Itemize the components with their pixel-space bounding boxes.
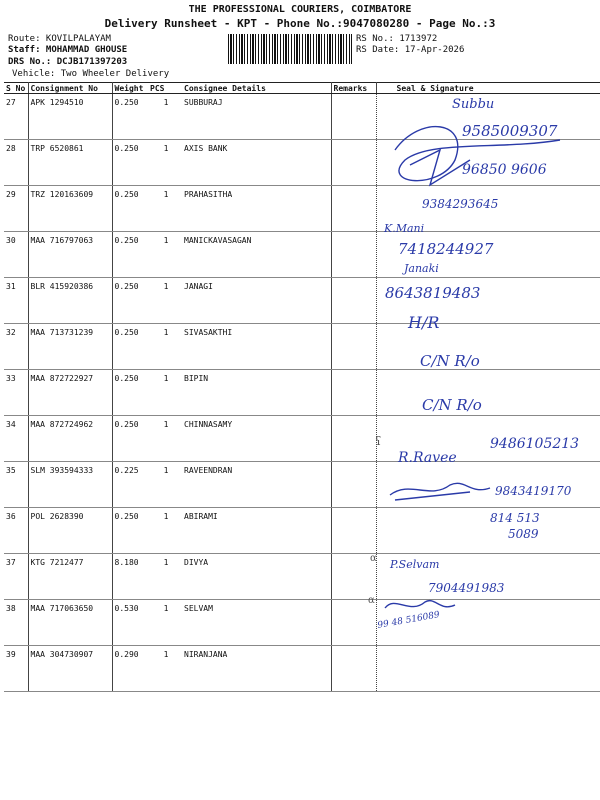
table-row — [4, 232, 600, 278]
cell-signature — [376, 646, 600, 692]
cell-consignee: RAVEENDRAN — [182, 462, 331, 508]
cell-weight: 0.250 — [112, 94, 148, 140]
cell-remarks — [331, 94, 376, 140]
col-header-signature: Seal & Signature — [376, 83, 600, 94]
cell-pcs: 1 — [148, 278, 182, 324]
route-label: Route: KOVILPALAYAM — [8, 34, 111, 44]
cell-remarks — [331, 232, 376, 278]
cell-consignment: TRZ 120163609 — [28, 186, 112, 232]
tick-mark-icon: ʕ — [375, 434, 382, 448]
handwriting-text: K.Mani — [384, 222, 425, 235]
cell-remarks — [331, 600, 376, 646]
cell-remarks — [331, 554, 376, 600]
cell-consignee: AXIS BANK — [182, 140, 331, 186]
cell-pcs: 1 — [148, 232, 182, 278]
table-row — [4, 416, 600, 462]
cell-weight: 0.250 — [112, 508, 148, 554]
cell-pcs: 1 — [148, 416, 182, 462]
cell-remarks — [331, 508, 376, 554]
cell-pcs: 1 — [148, 462, 182, 508]
cell-weight: 0.290 — [112, 646, 148, 692]
cell-sno: 35 — [4, 462, 28, 508]
handwriting-text: C/N R/o — [422, 396, 482, 414]
cell-consignment: MAA 872722927 — [28, 370, 112, 416]
cell-signature — [376, 324, 600, 370]
cell-consignment: MAA 713731239 — [28, 324, 112, 370]
cell-signature — [376, 508, 600, 554]
cell-consignment: TRP 6520861 — [28, 140, 112, 186]
cell-pcs: 1 — [148, 140, 182, 186]
col-header-pcs: PCS — [148, 83, 182, 94]
cell-consignee: PRAHASITHA — [182, 186, 331, 232]
cell-consignee: BIPIN — [182, 370, 331, 416]
handwriting-text: 9486105213 — [490, 436, 580, 452]
cell-sno: 30 — [4, 232, 28, 278]
col-header-consignment: Consignment No — [28, 83, 112, 94]
cell-consignee: SIVASAKTHI — [182, 324, 331, 370]
cell-sno: 31 — [4, 278, 28, 324]
cell-sno: 34 — [4, 416, 28, 462]
handwriting-text: 9585009307 — [462, 122, 558, 140]
rs-date: RS Date: 17-Apr-2026 — [356, 45, 465, 55]
col-header-remarks: Remarks — [331, 83, 376, 94]
cell-signature — [376, 370, 600, 416]
cell-consignee: SELVAM — [182, 600, 331, 646]
handwriting-text: 814 513 — [490, 511, 540, 525]
rs-number: RS No.: 1713972 — [356, 34, 438, 44]
cell-consignment: MAA 872724962 — [28, 416, 112, 462]
cell-remarks — [331, 646, 376, 692]
handwriting-text: 7418244927 — [398, 240, 494, 258]
cell-weight: 0.225 — [112, 462, 148, 508]
cell-sno: 28 — [4, 140, 28, 186]
cell-consignee: NIRANJANA — [182, 646, 331, 692]
cell-signature — [376, 554, 600, 600]
table-row — [4, 94, 600, 140]
drs-number: DRS No.: DCJB171397203 — [8, 57, 128, 67]
handwriting-text: Janaki — [404, 262, 439, 275]
cell-consignment: MAA 716797063 — [28, 232, 112, 278]
handwriting-text: R.Ravee — [398, 450, 457, 466]
handwriting-text: C/N R/o — [420, 352, 480, 370]
cell-pcs: 1 — [148, 324, 182, 370]
col-header-consignee: Consignee Details — [182, 83, 331, 94]
tick-mark-icon: α — [370, 553, 377, 564]
cell-weight: 0.530 — [112, 600, 148, 646]
handwriting-text: 99 48 516089 — [376, 610, 441, 631]
cell-weight: 0.250 — [112, 186, 148, 232]
table-row — [4, 278, 600, 324]
cell-sno: 29 — [4, 186, 28, 232]
runsheet-subtitle: Delivery Runsheet - KPT - Phone No.:9047080280 - Page No.:3 — [104, 17, 496, 30]
table-row — [4, 600, 600, 646]
cell-signature — [376, 186, 600, 232]
table-header-row — [4, 83, 600, 94]
cell-signature — [376, 416, 600, 462]
handwriting-text: 9384293645 — [422, 197, 499, 211]
cell-weight: 0.250 — [112, 140, 148, 186]
table-row — [4, 370, 600, 416]
col-header-weight: Weight — [112, 83, 148, 94]
cell-signature — [376, 462, 600, 508]
cell-remarks — [331, 186, 376, 232]
cell-pcs: 1 — [148, 186, 182, 232]
cell-pcs: 1 — [148, 646, 182, 692]
cell-signature — [376, 140, 600, 186]
cell-signature — [376, 278, 600, 324]
company-title: THE PROFESSIONAL COURIERS, COIMBATORE — [188, 4, 412, 15]
cell-consignee: JANAGI — [182, 278, 331, 324]
cell-pcs: 1 — [148, 554, 182, 600]
cell-consignment: MAA 717063650 — [28, 600, 112, 646]
cell-weight: 0.250 — [112, 370, 148, 416]
staff-label: Staff: MOHAMMAD GHOUSE — [8, 45, 128, 55]
cell-remarks — [331, 278, 376, 324]
barcode-image — [228, 34, 352, 64]
cell-sno: 37 — [4, 554, 28, 600]
handwriting-text: 7904491983 — [428, 581, 505, 595]
cell-signature — [376, 600, 600, 646]
cell-signature — [376, 232, 600, 278]
cell-remarks — [331, 324, 376, 370]
cell-consignment: POL 2628390 — [28, 508, 112, 554]
cell-weight: 0.250 — [112, 324, 148, 370]
vehicle-label: Vehicle: Two Wheeler Delivery — [12, 69, 170, 79]
cell-pcs: 1 — [148, 370, 182, 416]
cell-consignment: BLR 415920386 — [28, 278, 112, 324]
cell-signature — [376, 94, 600, 140]
cell-sno: 38 — [4, 600, 28, 646]
cell-pcs: 1 — [148, 508, 182, 554]
handwriting-text: H/R — [408, 313, 440, 332]
table-row — [4, 324, 600, 370]
cell-consignee: SUBBURAJ — [182, 94, 331, 140]
cell-remarks — [331, 462, 376, 508]
cell-remarks — [331, 140, 376, 186]
cell-weight: 8.180 — [112, 554, 148, 600]
table-row — [4, 508, 600, 554]
table-row — [4, 462, 600, 508]
cell-sno: 32 — [4, 324, 28, 370]
col-header-sno: S No — [4, 83, 28, 94]
cell-consignment: SLM 393594333 — [28, 462, 112, 508]
cell-sno: 36 — [4, 508, 28, 554]
cell-consignee: ABIRAMI — [182, 508, 331, 554]
cell-consignment: MAA 304730907 — [28, 646, 112, 692]
cell-sno: 27 — [4, 94, 28, 140]
table-row — [4, 554, 600, 600]
cell-pcs: 1 — [148, 600, 182, 646]
handwriting-text: Subbu — [452, 97, 495, 112]
cell-remarks — [331, 370, 376, 416]
cell-consignment: APK 1294510 — [28, 94, 112, 140]
cell-remarks — [331, 416, 376, 462]
cell-weight: 0.250 — [112, 278, 148, 324]
handwriting-text: 5089 — [508, 527, 539, 541]
table-row — [4, 140, 600, 186]
handwriting-text: P.Selvam — [390, 558, 440, 571]
table-row — [4, 646, 600, 692]
handwriting-text: 8643819483 — [385, 284, 481, 302]
cell-sno: 39 — [4, 646, 28, 692]
tick-mark-icon: α — [368, 595, 375, 606]
cell-consignee: CHINNASAMY — [182, 416, 331, 462]
cell-consignee: MANICKAVASAGAN — [182, 232, 331, 278]
cell-weight: 0.250 — [112, 416, 148, 462]
cell-weight: 0.250 — [112, 232, 148, 278]
cell-pcs: 1 — [148, 94, 182, 140]
runsheet-table — [4, 82, 600, 692]
handwriting-text: 96850 9606 — [462, 162, 547, 178]
table-row — [4, 186, 600, 232]
cell-consignee: DIVYA — [182, 554, 331, 600]
cell-consignment: KTG 7212477 — [28, 554, 112, 600]
cell-sno: 33 — [4, 370, 28, 416]
handwriting-text: 9843419170 — [495, 484, 572, 498]
